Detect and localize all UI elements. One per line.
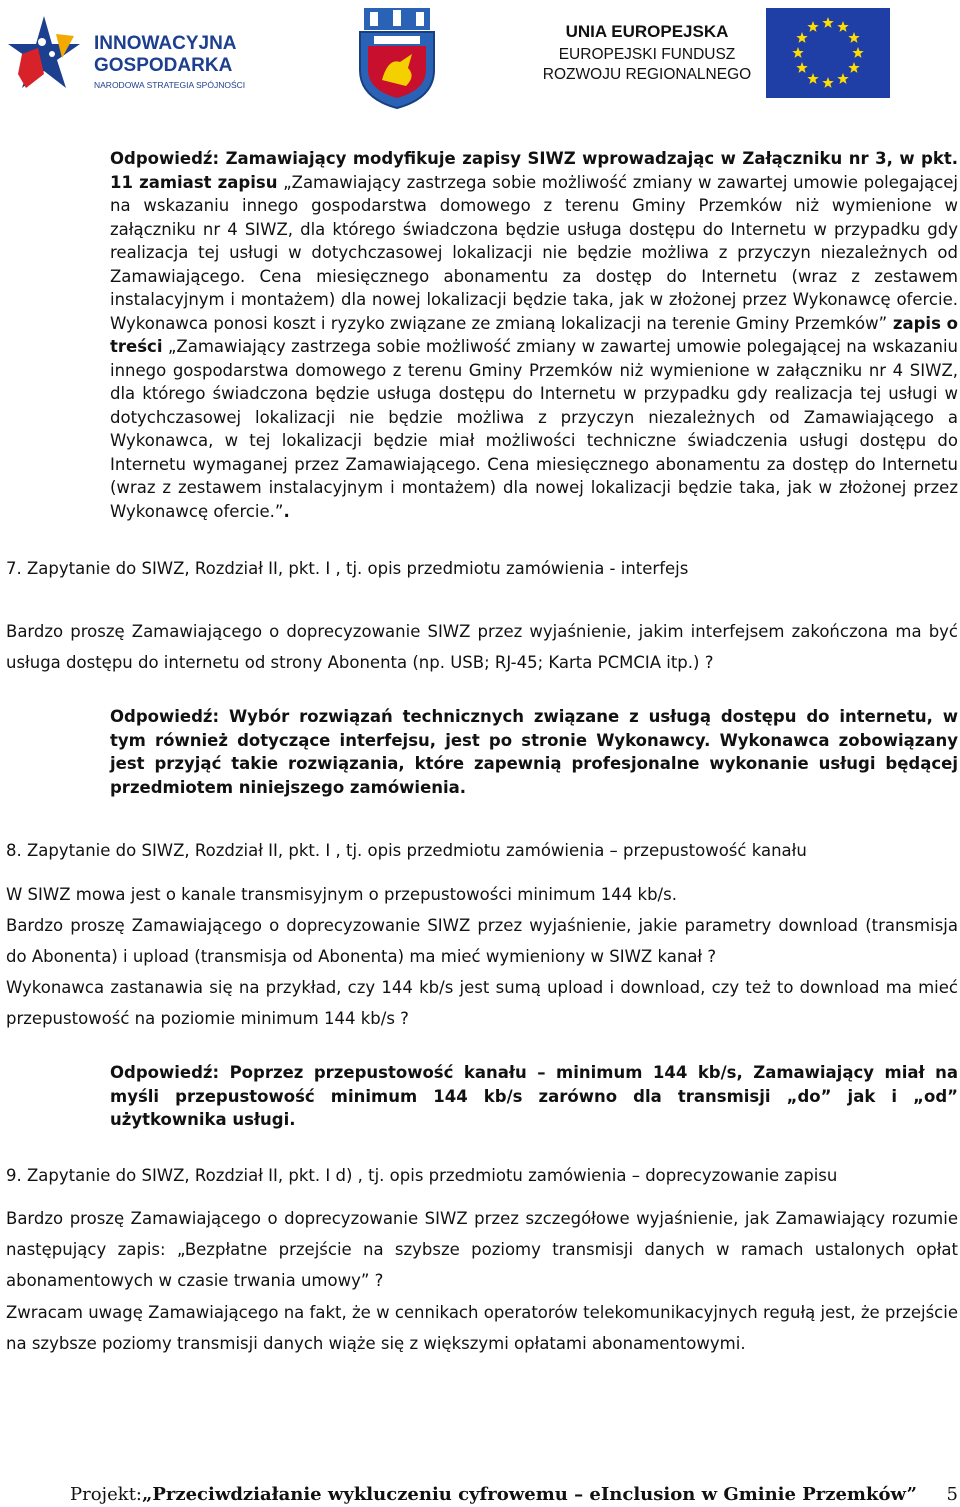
eu-star-icon bbox=[822, 77, 833, 88]
town-crest-icon bbox=[354, 6, 440, 110]
eu-star-icon bbox=[796, 62, 807, 73]
eu-star-icon bbox=[807, 21, 818, 32]
answer-6-paragraph bbox=[110, 147, 958, 523]
ig-line-1: INNOWACYJNA bbox=[94, 33, 237, 54]
eu-star-icon bbox=[848, 32, 859, 43]
eu-line-3: ROZWOJU REGIONALNEGO bbox=[542, 66, 752, 83]
answer-7: Odpowiedź: Wybór rozwiązań technicznych związane z usługą dostępu do internetu, w tym również dotyczące interfejsu, jest po stronie Wykonawcy. Wykonawca zobowiązany jest przyjąć takie rozwiązania, które zapewnią profesjonalne wykonanie usługi będącej przedmiotem niniejszego zamówienia. bbox=[110, 707, 958, 797]
question-9-body-1: Bardzo proszę Zamawiającego o doprecyzowanie SIWZ przez szczegółowe wyjaśnienie, jak Zamawiający rozumie następujący zapis: „Bezpłatne przejście na szybsze poziomy transmisji danych w ramach ustalonych opłat abonamentowych w czasie trwania umowy” ? bbox=[6, 1209, 958, 1290]
question-9-heading: 9. Zapytanie do SIWZ, Rozdział II, pkt. I d) , tj. opis przedmiotu zamówienia – doprecyzowanie zapisu bbox=[6, 1166, 838, 1185]
answer-8: Odpowiedź: Poprzez przepustowość kanału – minimum 144 kb/s, Zamawiający miał na myśli przepustowość minimum 144 kb/s zarówno dla transmisji „do” jak i „od” użytkownika usługi. bbox=[110, 1063, 958, 1129]
answer-6-bold-end: . bbox=[283, 501, 290, 521]
footer-project-name: „Przeciwdziałanie wykluczeniu cyfrowemu – eInclusion w Gminie Przemków” bbox=[142, 1484, 917, 1505]
eu-star-icon bbox=[822, 17, 833, 28]
answer-6-bold-intro: Odpowiedź: Zamawiający modyfikuje zapisy SIWZ wprowadzając w Załączniku nr 3, w pkt. 11 zamiast zapisu bbox=[110, 149, 958, 192]
footer-project-label: Projekt: bbox=[70, 1484, 142, 1505]
question-8-body-1: W SIWZ mowa jest o kanale transmisyjnym o przepustowości minimum 144 kb/s. bbox=[6, 885, 677, 904]
innowacyjna-gospodarka-logo bbox=[8, 14, 258, 100]
question-7-body: Bardzo proszę Zamawiającego o doprecyzowanie SIWZ przez wyjaśnienie, jakim interfejsem zakończona ma być usługa dostępu do internetu od strony Abonenta (np. USB; RJ-45; Karta PCMCIA itp.) ? bbox=[6, 622, 958, 672]
question-8-body-2: Bardzo proszę Zamawiającego o doprecyzowanie SIWZ przez wyjaśnienie, jakie parametry download (transmisja do Abonenta) i upload (transmisja od Abonenta) ma mieć wymieniony w SIWZ kanał ? bbox=[6, 916, 958, 966]
eu-star-icon bbox=[852, 47, 863, 58]
eu-erdf-logo bbox=[538, 8, 892, 100]
eu-star-icon bbox=[837, 73, 848, 84]
page-number: 5 bbox=[946, 1484, 958, 1505]
eu-flag-icon bbox=[766, 8, 890, 98]
eu-star-icon bbox=[848, 62, 859, 73]
question-9-body-2: Zwracam uwagę Zamawiającego na fakt, że w cennikach operatorów telekomunikacyjnych regułą jest, że przejście na szybsze poziomy transmisji danych wiąże się z większymi opłatami abonamentowymi. bbox=[6, 1303, 958, 1353]
eu-star-icon bbox=[792, 47, 803, 58]
ig-line-2: GOSPODARKA bbox=[94, 55, 233, 76]
eu-star-icon bbox=[837, 21, 848, 32]
answer-6-text-1: „Zamawiający zastrzega sobie możliwość zmiany w zawartej umowie polegającej na wskazaniu innego gospodarstwa domowego z terenu Gminy Przemków niż wymienione w załączniku nr 4 SIWZ, dla którego świadczona będzie usługa dostępu do Internetu w przypadku gdy realizacja tej usługi w dotychczasowej lokalizacji nie będzie możliwa z przyczyn niezależnych od Zamawiającego. Cena miesięcznego abonamentu za dostęp do Internetu (wraz z zestawem instalacyjnym i montażem) dla nowej lokalizacji będzie taka, jak w złożonej przez Wykonawcę ofercie. Wykonawca ponosi koszt i ryzyko związane ze zmianą lokalizacji na terenie Gminy Przemków” bbox=[110, 172, 959, 333]
question-8-heading: 8. Zapytanie do SIWZ, Rozdział II, pkt. I , tj. opis przedmiotu zamówienia – przepustowość kanału bbox=[6, 841, 807, 860]
answer-6-text-2: „Zamawiający zastrzega sobie możliwość zmiany w zawartej umowie polegającej na wskazaniu innego gospodarstwa domowego z terenu Gminy Przemków niż wymienione w załączniku nr 4 SIWZ, dla którego świadczona będzie usługa dostępu do Internetu w przypadku gdy realizacja tej usługi w dotychczasowej lokalizacji nie będzie możliwa z przyczyn niezależnych od Zamawiającego a Wykonawca, w tej lokalizacji będzie miał możliwości techniczne świadczenia usługi dostępu do Internetu wymaganej przez Zamawiającego. Cena miesięcznego abonamentu za dostęp do Internetu (wraz z zestawem instalacyjnym i montażem) dla nowej lokalizacji będzie taka, jak w złożonej przez Wykonawcę ofercie.” bbox=[110, 337, 958, 521]
answer-6-bold-mid: zapis o treści bbox=[110, 313, 958, 356]
ig-line-3: NARODOWA STRATEGIA SPÓJNOŚCI bbox=[94, 80, 246, 90]
page-footer bbox=[70, 1483, 960, 1507]
eu-line-2: EUROPEJSKI FUNDUSZ bbox=[558, 46, 736, 63]
question-7-heading: 7. Zapytanie do SIWZ, Rozdział II, pkt. I , tj. opis przedmiotu zamówienia - interfejs bbox=[6, 559, 689, 578]
eu-line-1: UNIA EUROPEJSKA bbox=[565, 22, 729, 41]
question-8-body-3: Wykonawca zastanawia się na przykład, czy 144 kb/s jest sumą upload i download, czy też to download ma mieć przepustowość na poziomie minimum 144 kb/s ? bbox=[6, 978, 958, 1028]
eu-star-icon bbox=[796, 32, 807, 43]
eu-star-icon bbox=[807, 73, 818, 84]
